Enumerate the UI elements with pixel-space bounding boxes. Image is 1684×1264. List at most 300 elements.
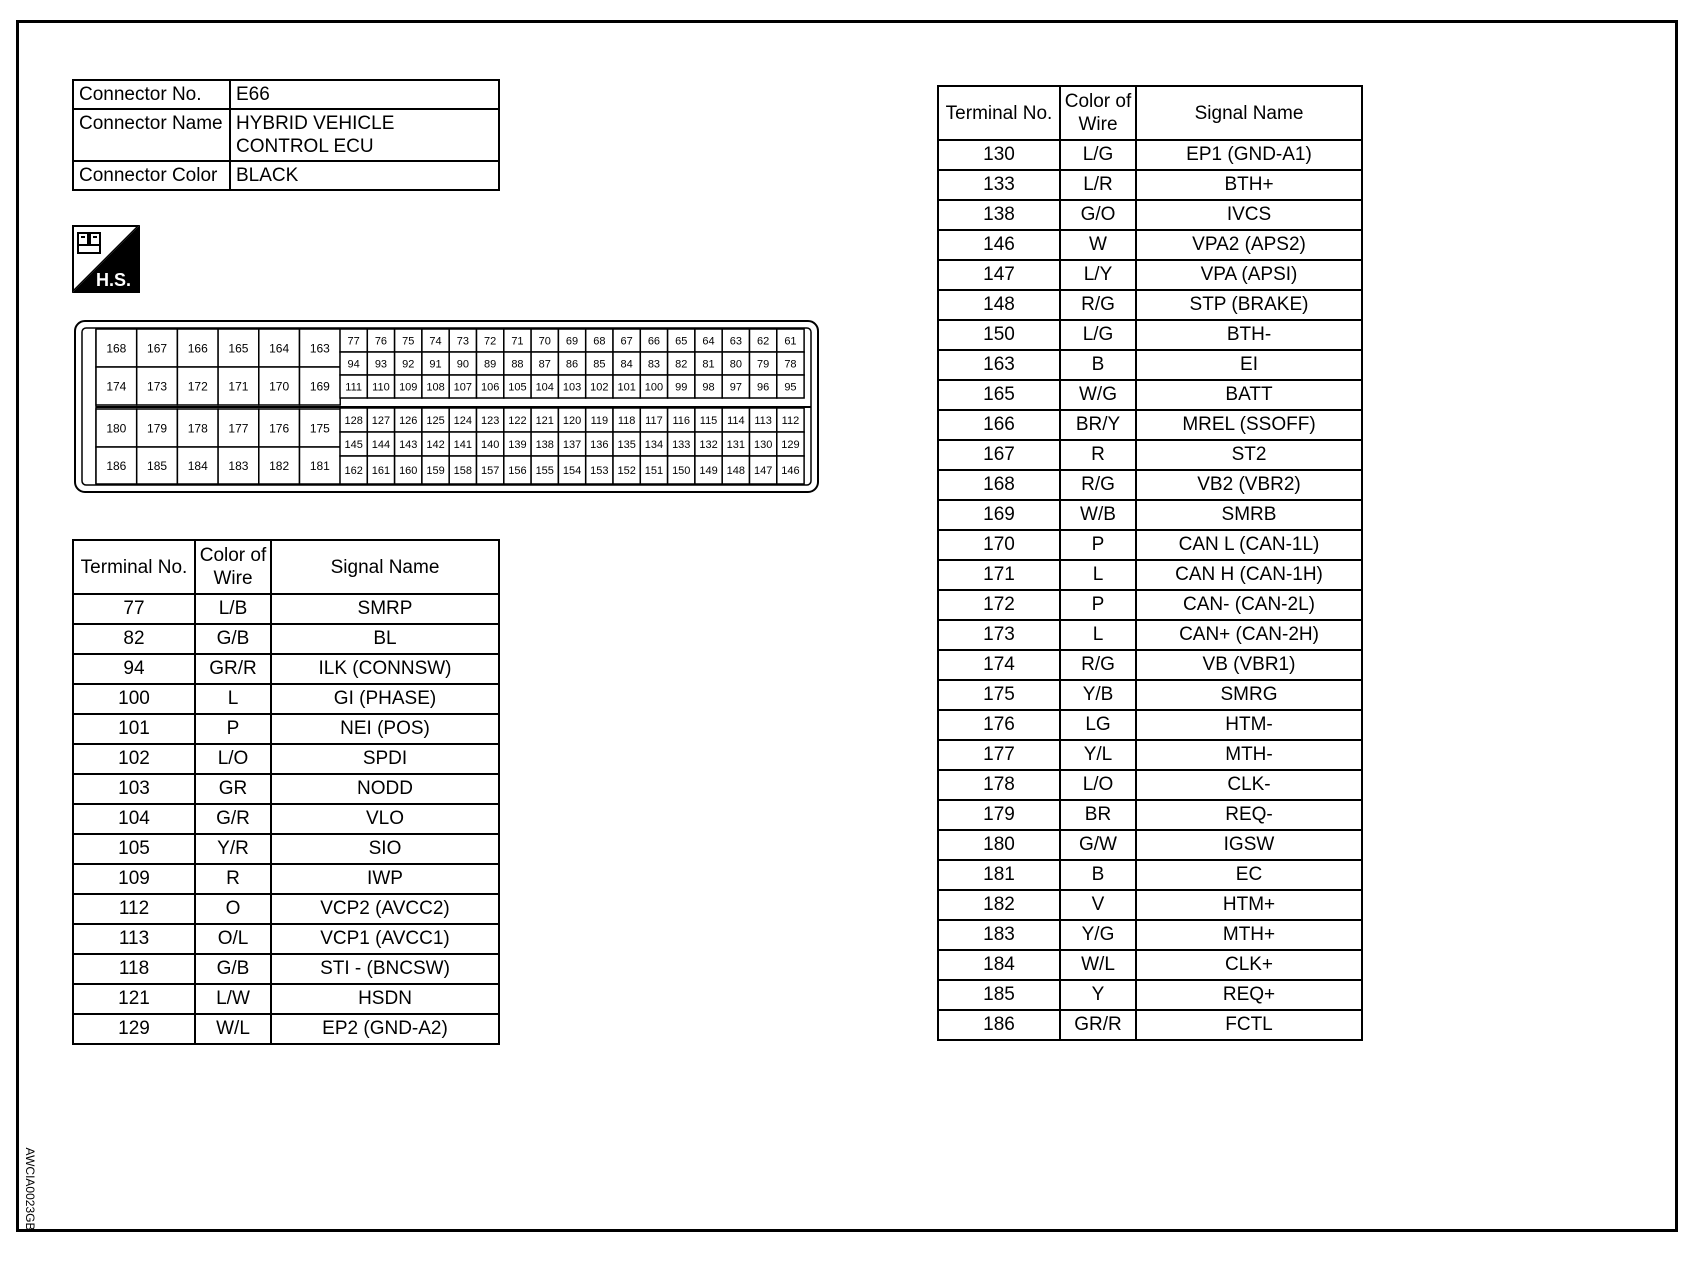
- table-row: [938, 350, 1362, 380]
- wire-color-cell: BR: [1060, 800, 1136, 830]
- wire-color-cell: V: [1060, 890, 1136, 920]
- pin-number: 87: [538, 358, 551, 371]
- pin-number: 143: [399, 438, 418, 451]
- terminal-no-cell: 175: [938, 680, 1060, 710]
- signal-name-cell: CAN+ (CAN-2H): [1136, 620, 1362, 650]
- pin-number: 109: [399, 381, 418, 394]
- pin-number: 91: [429, 358, 442, 371]
- pin-number: 164: [269, 341, 290, 356]
- signal-name-cell: IVCS: [1136, 200, 1362, 230]
- pin-number: 136: [590, 438, 609, 451]
- terminal-no-cell: 174: [938, 650, 1060, 680]
- wire-color-cell: R/G: [1060, 650, 1136, 680]
- pin-number: 63: [729, 335, 742, 348]
- pin-number: 156: [508, 464, 527, 477]
- signal-name-cell: VLO: [271, 804, 499, 834]
- pin-number: 68: [593, 335, 606, 348]
- signal-name-cell: VPA2 (APS2): [1136, 230, 1362, 260]
- wire-color-cell: Y: [1060, 980, 1136, 1010]
- wire-color-cell: W/L: [1060, 950, 1136, 980]
- table-row: [938, 680, 1362, 710]
- pin-number: 135: [617, 438, 636, 451]
- pin-number: 121: [535, 414, 554, 427]
- connector-no-value: E66: [230, 80, 499, 109]
- signal-name-cell: MTH-: [1136, 740, 1362, 770]
- terminal-no-cell: 180: [938, 830, 1060, 860]
- signal-name-cell: NEI (POS): [271, 714, 499, 744]
- pin-number: 81: [702, 358, 715, 371]
- wire-color-cell: G/B: [195, 624, 271, 654]
- signal-name-cell: SMRG: [1136, 680, 1362, 710]
- signal-name-cell: SMRP: [271, 594, 499, 624]
- table-row: [73, 624, 499, 654]
- pin-number: 181: [309, 458, 330, 473]
- pin-number: 71: [511, 335, 524, 348]
- signal-name-cell: STP (BRAKE): [1136, 290, 1362, 320]
- signal-name-cell: BTH-: [1136, 320, 1362, 350]
- signal-name-cell: FCTL: [1136, 1010, 1362, 1040]
- signal-name-cell: HSDN: [271, 984, 499, 1014]
- signal-name-cell: VCP2 (AVCC2): [271, 894, 499, 924]
- wire-color-cell: Y/R: [195, 834, 271, 864]
- pin-number: 141: [453, 438, 473, 451]
- pin-number: 167: [147, 341, 168, 356]
- table-row: [938, 740, 1362, 770]
- wire-color-cell: R/G: [1060, 290, 1136, 320]
- pin-number: 152: [617, 464, 636, 477]
- pin-number: 138: [535, 438, 554, 451]
- terminal-no-cell: 82: [73, 624, 195, 654]
- wire-color-cell: BR/Y: [1060, 410, 1136, 440]
- wire-color-cell: G/B: [195, 954, 271, 984]
- table-row: [73, 894, 499, 924]
- terminal-no-cell: 113: [73, 924, 195, 954]
- terminal-no-cell: 121: [73, 984, 195, 1014]
- terminal-no-cell: 118: [73, 954, 195, 984]
- table-row: [73, 924, 499, 954]
- pin-number: 132: [699, 438, 718, 451]
- terminal-no-cell: 169: [938, 500, 1060, 530]
- header-wire-color: [195, 540, 271, 594]
- table-row: [938, 710, 1362, 740]
- pin-number: 97: [729, 381, 742, 394]
- pin-number: 139: [508, 438, 527, 451]
- terminal-no-cell: 104: [73, 804, 195, 834]
- terminal-no-cell: 138: [938, 200, 1060, 230]
- wire-color-cell: G/R: [195, 804, 271, 834]
- signal-name-cell: CLK-: [1136, 770, 1362, 800]
- header-terminal: Terminal No.: [938, 86, 1060, 140]
- connector-face: [74, 320, 819, 493]
- pin-number: 182: [269, 458, 290, 473]
- table-row: [73, 834, 499, 864]
- pin-number: 123: [480, 414, 500, 427]
- pin-number: 89: [484, 358, 497, 371]
- table-row: [938, 410, 1362, 440]
- table-row: [73, 864, 499, 894]
- pin-number: 142: [426, 438, 445, 451]
- connector-no-label: Connector No.: [73, 80, 230, 109]
- pin-number: 76: [374, 335, 388, 348]
- signal-name-cell: VB (VBR1): [1136, 650, 1362, 680]
- terminal-no-cell: 94: [73, 654, 195, 684]
- connector-color-value: BLACK: [230, 161, 499, 190]
- wire-color-cell: R: [195, 864, 271, 894]
- pin-number: 163: [309, 341, 330, 356]
- pin-number: 173: [147, 379, 168, 394]
- figure-id: [20, 1140, 36, 1240]
- connector-color-row: [73, 161, 499, 190]
- table-row: [938, 590, 1362, 620]
- wire-color-cell: P: [1060, 590, 1136, 620]
- wire-color-cell: LG: [1060, 710, 1136, 740]
- pin-number: 159: [426, 464, 445, 477]
- pin-number: 78: [784, 358, 797, 371]
- pin-number: 98: [702, 381, 715, 394]
- wire-color-cell: L/W: [195, 984, 271, 1014]
- pin-number: 94: [347, 358, 360, 371]
- pin-number: 161: [371, 464, 391, 477]
- signal-name-cell: EP1 (GND-A1): [1136, 140, 1362, 170]
- pin-number: 176: [269, 421, 290, 436]
- signal-name-cell: BATT: [1136, 380, 1362, 410]
- signal-name-cell: EI: [1136, 350, 1362, 380]
- pin-number: 93: [374, 358, 388, 371]
- signal-name-cell: CAN- (CAN-2L): [1136, 590, 1362, 620]
- pin-number: 128: [344, 414, 363, 427]
- table-row: [938, 200, 1362, 230]
- terminal-no-cell: 185: [938, 980, 1060, 1010]
- pin-number: 103: [562, 381, 582, 394]
- signal-name-cell: MREL (SSOFF): [1136, 410, 1362, 440]
- terminal-no-cell: 146: [938, 230, 1060, 260]
- pin-number: 106: [480, 381, 500, 394]
- pin-number: 111: [345, 381, 363, 394]
- wire-color-cell: O/L: [195, 924, 271, 954]
- pin-number: 95: [784, 381, 797, 394]
- pin-number: 64: [702, 335, 715, 348]
- signal-name-cell: REQ-: [1136, 800, 1362, 830]
- terminal-no-cell: 101: [73, 714, 195, 744]
- table-header-row: [73, 540, 499, 594]
- pin-number: 149: [699, 464, 718, 477]
- pin-number: 169: [309, 379, 330, 394]
- header-wire-color: [1060, 86, 1136, 140]
- wire-color-cell: GR: [195, 774, 271, 804]
- terminal-no-cell: 102: [73, 744, 195, 774]
- terminal-no-cell: 171: [938, 560, 1060, 590]
- header-wire-color-line2: Wire: [213, 568, 253, 589]
- terminal-no-cell: 177: [938, 740, 1060, 770]
- connector-name-line2: CONTROL ECU: [236, 136, 374, 157]
- pin-number: 105: [508, 381, 527, 394]
- wire-color-cell: W/G: [1060, 380, 1136, 410]
- wire-color-cell: L/Y: [1060, 260, 1136, 290]
- pin-number: 90: [456, 358, 469, 371]
- table-row: [938, 860, 1362, 890]
- pin-number: 126: [399, 414, 418, 427]
- table-row: [938, 290, 1362, 320]
- pin-number: 166: [187, 341, 208, 356]
- signal-name-cell: IWP: [271, 864, 499, 894]
- wire-color-cell: Y/G: [1060, 920, 1136, 950]
- pin-number: 120: [562, 414, 582, 427]
- pin-number: 184: [187, 458, 208, 473]
- pin-number: 144: [371, 438, 391, 451]
- pin-number: 115: [699, 414, 718, 427]
- wire-color-cell: Y/B: [1060, 680, 1136, 710]
- table-row: [938, 650, 1362, 680]
- pin-number: 175: [309, 421, 330, 436]
- pin-number: 112: [781, 414, 800, 427]
- terminal-no-cell: 184: [938, 950, 1060, 980]
- terminal-no-cell: 173: [938, 620, 1060, 650]
- wire-color-cell: R/G: [1060, 470, 1136, 500]
- pin-number: 96: [757, 381, 770, 394]
- terminal-no-cell: 103: [73, 774, 195, 804]
- pin-number: 150: [672, 464, 691, 477]
- harness-side-icon: [72, 225, 140, 293]
- pin-number: 122: [508, 414, 527, 427]
- table-row: [938, 920, 1362, 950]
- table-row: [938, 380, 1362, 410]
- connector-name-value: [230, 109, 499, 161]
- signal-name-cell: MTH+: [1136, 920, 1362, 950]
- pin-number: 174: [106, 379, 127, 394]
- header-terminal: Terminal No.: [73, 540, 195, 594]
- wire-color-cell: L/R: [1060, 170, 1136, 200]
- table-row: [73, 654, 499, 684]
- terminal-no-cell: 130: [938, 140, 1060, 170]
- terminal-no-cell: 148: [938, 290, 1060, 320]
- wire-color-cell: O: [195, 894, 271, 924]
- table-row: [938, 800, 1362, 830]
- pin-number: 137: [562, 438, 582, 451]
- pin-number: 151: [644, 464, 664, 477]
- pin-number: 107: [453, 381, 473, 394]
- wire-color-cell: G/O: [1060, 200, 1136, 230]
- pin-number: 110: [372, 381, 390, 394]
- table-row: [938, 230, 1362, 260]
- connector-color-label: Connector Color: [73, 161, 230, 190]
- terminal-no-cell: 147: [938, 260, 1060, 290]
- terminal-no-cell: 77: [73, 594, 195, 624]
- header-signal: Signal Name: [1136, 86, 1362, 140]
- connector-info-table: [72, 79, 500, 191]
- pin-number: 140: [480, 438, 500, 451]
- table-row: [73, 984, 499, 1014]
- pin-number: 113: [754, 414, 772, 427]
- pin-number: 101: [617, 381, 636, 394]
- terminal-no-cell: 176: [938, 710, 1060, 740]
- terminal-no-cell: 129: [73, 1014, 195, 1044]
- signal-name-cell: NODD: [271, 774, 499, 804]
- terminal-no-cell: 186: [938, 1010, 1060, 1040]
- wire-color-cell: GR/R: [195, 654, 271, 684]
- connector-name-row: [73, 109, 499, 161]
- pin-number: 130: [753, 438, 773, 451]
- pin-number: 80: [729, 358, 742, 371]
- pin-number: 99: [675, 381, 688, 394]
- pin-number: 129: [781, 438, 800, 451]
- signal-name-cell: ILK (CONNSW): [271, 654, 499, 684]
- wire-color-cell: L: [195, 684, 271, 714]
- pin-number: 86: [565, 358, 579, 371]
- pin-number: 108: [426, 381, 445, 394]
- table-row: [73, 684, 499, 714]
- pin-number: 66: [647, 335, 661, 348]
- pin-number: 133: [672, 438, 691, 451]
- wire-color-cell: P: [195, 714, 271, 744]
- terminal-table-right: [937, 85, 1363, 1041]
- wire-color-cell: W: [1060, 230, 1136, 260]
- terminal-no-cell: 105: [73, 834, 195, 864]
- signal-name-cell: CAN H (CAN-1H): [1136, 560, 1362, 590]
- signal-name-cell: BTH+: [1136, 170, 1362, 200]
- pin-number: 146: [781, 464, 800, 477]
- table-row: [938, 440, 1362, 470]
- pin-number: 72: [484, 335, 497, 348]
- signal-name-cell: SPDI: [271, 744, 499, 774]
- table-row: [938, 890, 1362, 920]
- pin-number: 83: [647, 358, 661, 371]
- pin-number: 186: [106, 458, 127, 473]
- pin-number: 177: [228, 421, 249, 436]
- table-row: [938, 170, 1362, 200]
- table-header-row: [938, 86, 1362, 140]
- pin-number: 62: [757, 335, 770, 348]
- table-row: [938, 530, 1362, 560]
- signal-name-cell: EC: [1136, 860, 1362, 890]
- hs-label: H.S.: [96, 270, 132, 290]
- pin-number: 172: [187, 379, 208, 394]
- header-wire-color-line1: Color of: [199, 545, 267, 566]
- wire-color-cell: L/O: [1060, 770, 1136, 800]
- signal-name-cell: VPA (APSI): [1136, 260, 1362, 290]
- pin-number: 183: [228, 458, 249, 473]
- signal-name-cell: REQ+: [1136, 980, 1362, 1010]
- pin-number: 84: [620, 358, 633, 371]
- table-row: [938, 980, 1362, 1010]
- pin-number: 102: [590, 381, 609, 394]
- pin-number: 154: [562, 464, 582, 477]
- wire-color-cell: L/G: [1060, 140, 1136, 170]
- terminal-no-cell: 100: [73, 684, 195, 714]
- pin-number: 104: [535, 381, 554, 394]
- terminal-no-cell: 165: [938, 380, 1060, 410]
- header-signal: Signal Name: [271, 540, 499, 594]
- pin-number: 148: [726, 464, 746, 477]
- pin-number: 116: [672, 414, 691, 427]
- terminal-no-cell: 172: [938, 590, 1060, 620]
- table-row: [73, 954, 499, 984]
- connector-name-label: Connector Name: [73, 109, 230, 161]
- pin-number: 147: [753, 464, 773, 477]
- wire-color-cell: L/B: [195, 594, 271, 624]
- pin-number: 74: [429, 335, 442, 348]
- signal-name-cell: EP2 (GND-A2): [271, 1014, 499, 1044]
- signal-name-cell: CLK+: [1136, 950, 1362, 980]
- pin-number: 75: [402, 335, 415, 348]
- wire-color-cell: R: [1060, 440, 1136, 470]
- signal-name-cell: IGSW: [1136, 830, 1362, 860]
- pin-number: 92: [402, 358, 415, 371]
- table-row: [938, 560, 1362, 590]
- wire-color-cell: B: [1060, 860, 1136, 890]
- pin-number: 171: [228, 379, 249, 394]
- terminal-no-cell: 163: [938, 350, 1060, 380]
- header-wire-color-line1: Color of: [1064, 91, 1132, 112]
- pin-number: 158: [453, 464, 473, 477]
- pin-number: 153: [590, 464, 609, 477]
- pin-number: 67: [620, 335, 633, 348]
- pin-number: 100: [644, 381, 664, 394]
- pin-number: 160: [399, 464, 418, 477]
- pin-number: 118: [617, 414, 636, 427]
- pin-number: 157: [480, 464, 500, 477]
- pin-number: 70: [538, 335, 551, 348]
- table-row: [938, 500, 1362, 530]
- pin-number: 69: [565, 335, 579, 348]
- terminal-no-cell: 112: [73, 894, 195, 924]
- pin-number: 178: [187, 421, 208, 436]
- wire-color-cell: G/W: [1060, 830, 1136, 860]
- pin-number: 88: [511, 358, 524, 371]
- connector-pinout: [74, 320, 819, 493]
- pin-number: 85: [593, 358, 606, 371]
- table-row: [73, 714, 499, 744]
- terminal-no-cell: 109: [73, 864, 195, 894]
- wire-color-cell: L/G: [1060, 320, 1136, 350]
- pin-number: 145: [344, 438, 363, 451]
- wire-color-cell: L/O: [195, 744, 271, 774]
- pin-number: 180: [106, 421, 127, 436]
- wire-color-cell: B: [1060, 350, 1136, 380]
- terminal-no-cell: 168: [938, 470, 1060, 500]
- pin-number: 127: [371, 414, 391, 427]
- terminal-no-cell: 179: [938, 800, 1060, 830]
- table-row: [938, 260, 1362, 290]
- terminal-no-cell: 150: [938, 320, 1060, 350]
- signal-name-cell: GI (PHASE): [271, 684, 499, 714]
- table-row: [73, 744, 499, 774]
- signal-name-cell: STI - (BNCSW): [271, 954, 499, 984]
- table-row: [73, 1014, 499, 1044]
- connector-no-row: [73, 80, 499, 109]
- signal-name-cell: HTM+: [1136, 890, 1362, 920]
- terminal-no-cell: 183: [938, 920, 1060, 950]
- pin-number: 117: [645, 414, 663, 427]
- wire-color-cell: L: [1060, 560, 1136, 590]
- signal-name-cell: VCP1 (AVCC1): [271, 924, 499, 954]
- signal-name-cell: ST2: [1136, 440, 1362, 470]
- signal-name-cell: SMRB: [1136, 500, 1362, 530]
- table-row: [938, 140, 1362, 170]
- wire-color-cell: GR/R: [1060, 1010, 1136, 1040]
- terminal-no-cell: 133: [938, 170, 1060, 200]
- table-row: [938, 950, 1362, 980]
- signal-name-cell: BL: [271, 624, 499, 654]
- pin-number: 65: [675, 335, 688, 348]
- wire-color-cell: P: [1060, 530, 1136, 560]
- terminal-no-cell: 167: [938, 440, 1060, 470]
- signal-name-cell: CAN L (CAN-1L): [1136, 530, 1362, 560]
- pin-number: 131: [726, 438, 746, 451]
- wire-color-cell: W/L: [195, 1014, 271, 1044]
- table-row: [938, 830, 1362, 860]
- pin-number: 162: [344, 464, 363, 477]
- connector-name-line1: HYBRID VEHICLE: [236, 113, 395, 134]
